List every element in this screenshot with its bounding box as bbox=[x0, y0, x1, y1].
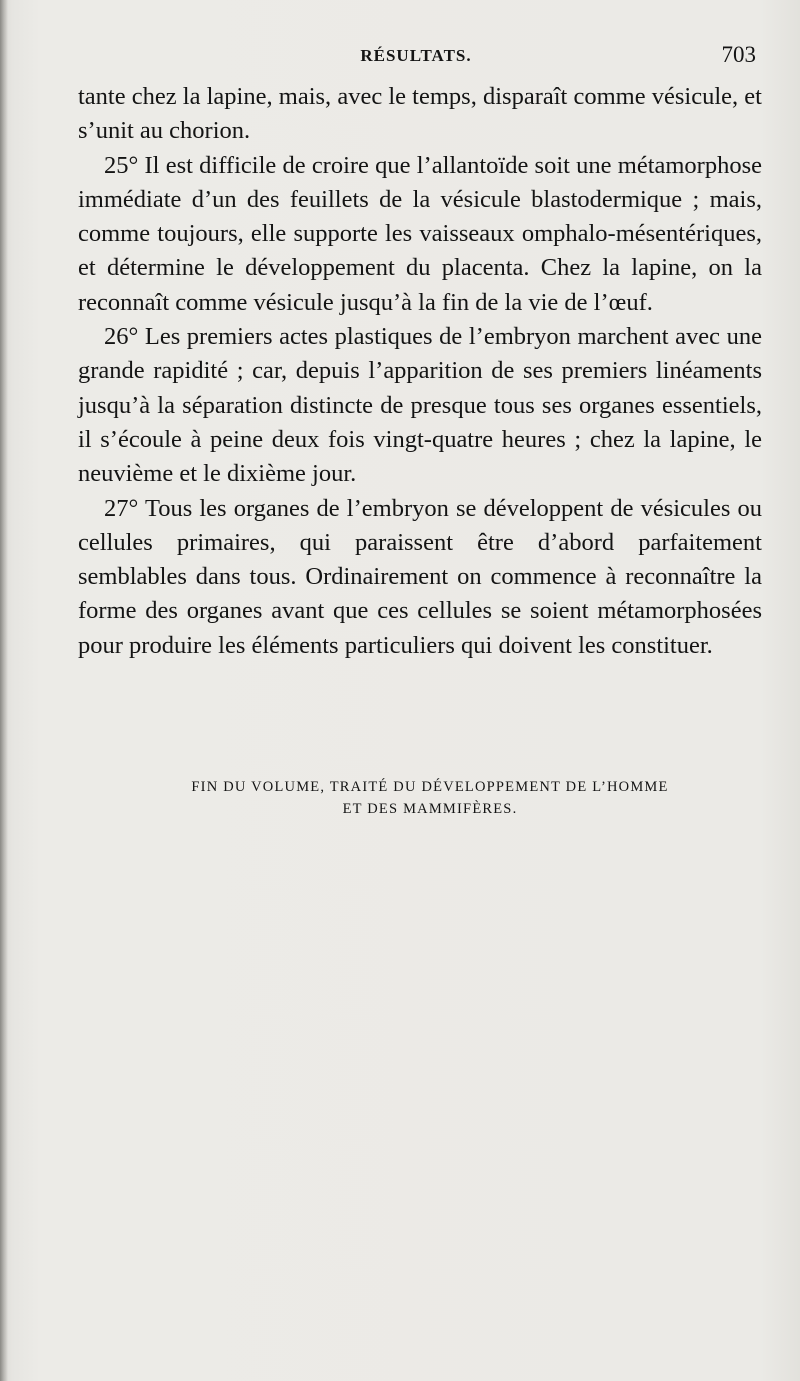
end-note-line: ET DES MAMMIFÈRES. bbox=[342, 801, 518, 817]
binding-edge bbox=[0, 0, 8, 1381]
end-of-volume-note bbox=[130, 776, 730, 820]
paragraph: 25° Il est difficile de croire que l’allantoïde soit une métamorphose immédiate d’un des feuillets de la vésicule blastodermique ; mais, comme toujours, elle supporte les vaisseaux omphalo-mésentériques, et détermine le développement du placenta. Chez la lapine, on la reconnaît comme vésicule jusqu’à la fin de la vie de l’œuf. bbox=[78, 151, 762, 316]
end-note-line: FIN DU VOLUME, TRAITÉ DU DÉVELOPPEMENT DE L’HOMME bbox=[191, 779, 669, 795]
paragraph: 27° Tous les organes de l’embryon se développent de vésicules ou cellules primaires, qui paraissent être d’abord parfaitement semblables dans tous. Ordinairement on commence à reconnaître la forme des organes avant que ces cellules se soient métamorphosées pour produire les éléments particuliers qui doivent les constituer. bbox=[78, 494, 762, 659]
paragraph: tante chez la lapine, mais, avec le temps, disparaît comme vésicule, et s’unit au chorion. bbox=[78, 83, 762, 145]
body-text bbox=[78, 80, 762, 663]
page-number: 703 bbox=[721, 42, 756, 67]
paragraph: 26° Les premiers actes plastiques de l’embryon marchent avec une grande rapidité ; car, depuis l’apparition de ses premiers linéaments jusqu’à la séparation distincte de presque tous ses organes essentiels, il s’écoule à peine deux fois vingt-quatre heures ; chez la lapine, le neuvième et le dixième jour. bbox=[78, 323, 762, 488]
running-title: RÉSULTATS. bbox=[360, 46, 472, 65]
page-header bbox=[76, 42, 756, 72]
